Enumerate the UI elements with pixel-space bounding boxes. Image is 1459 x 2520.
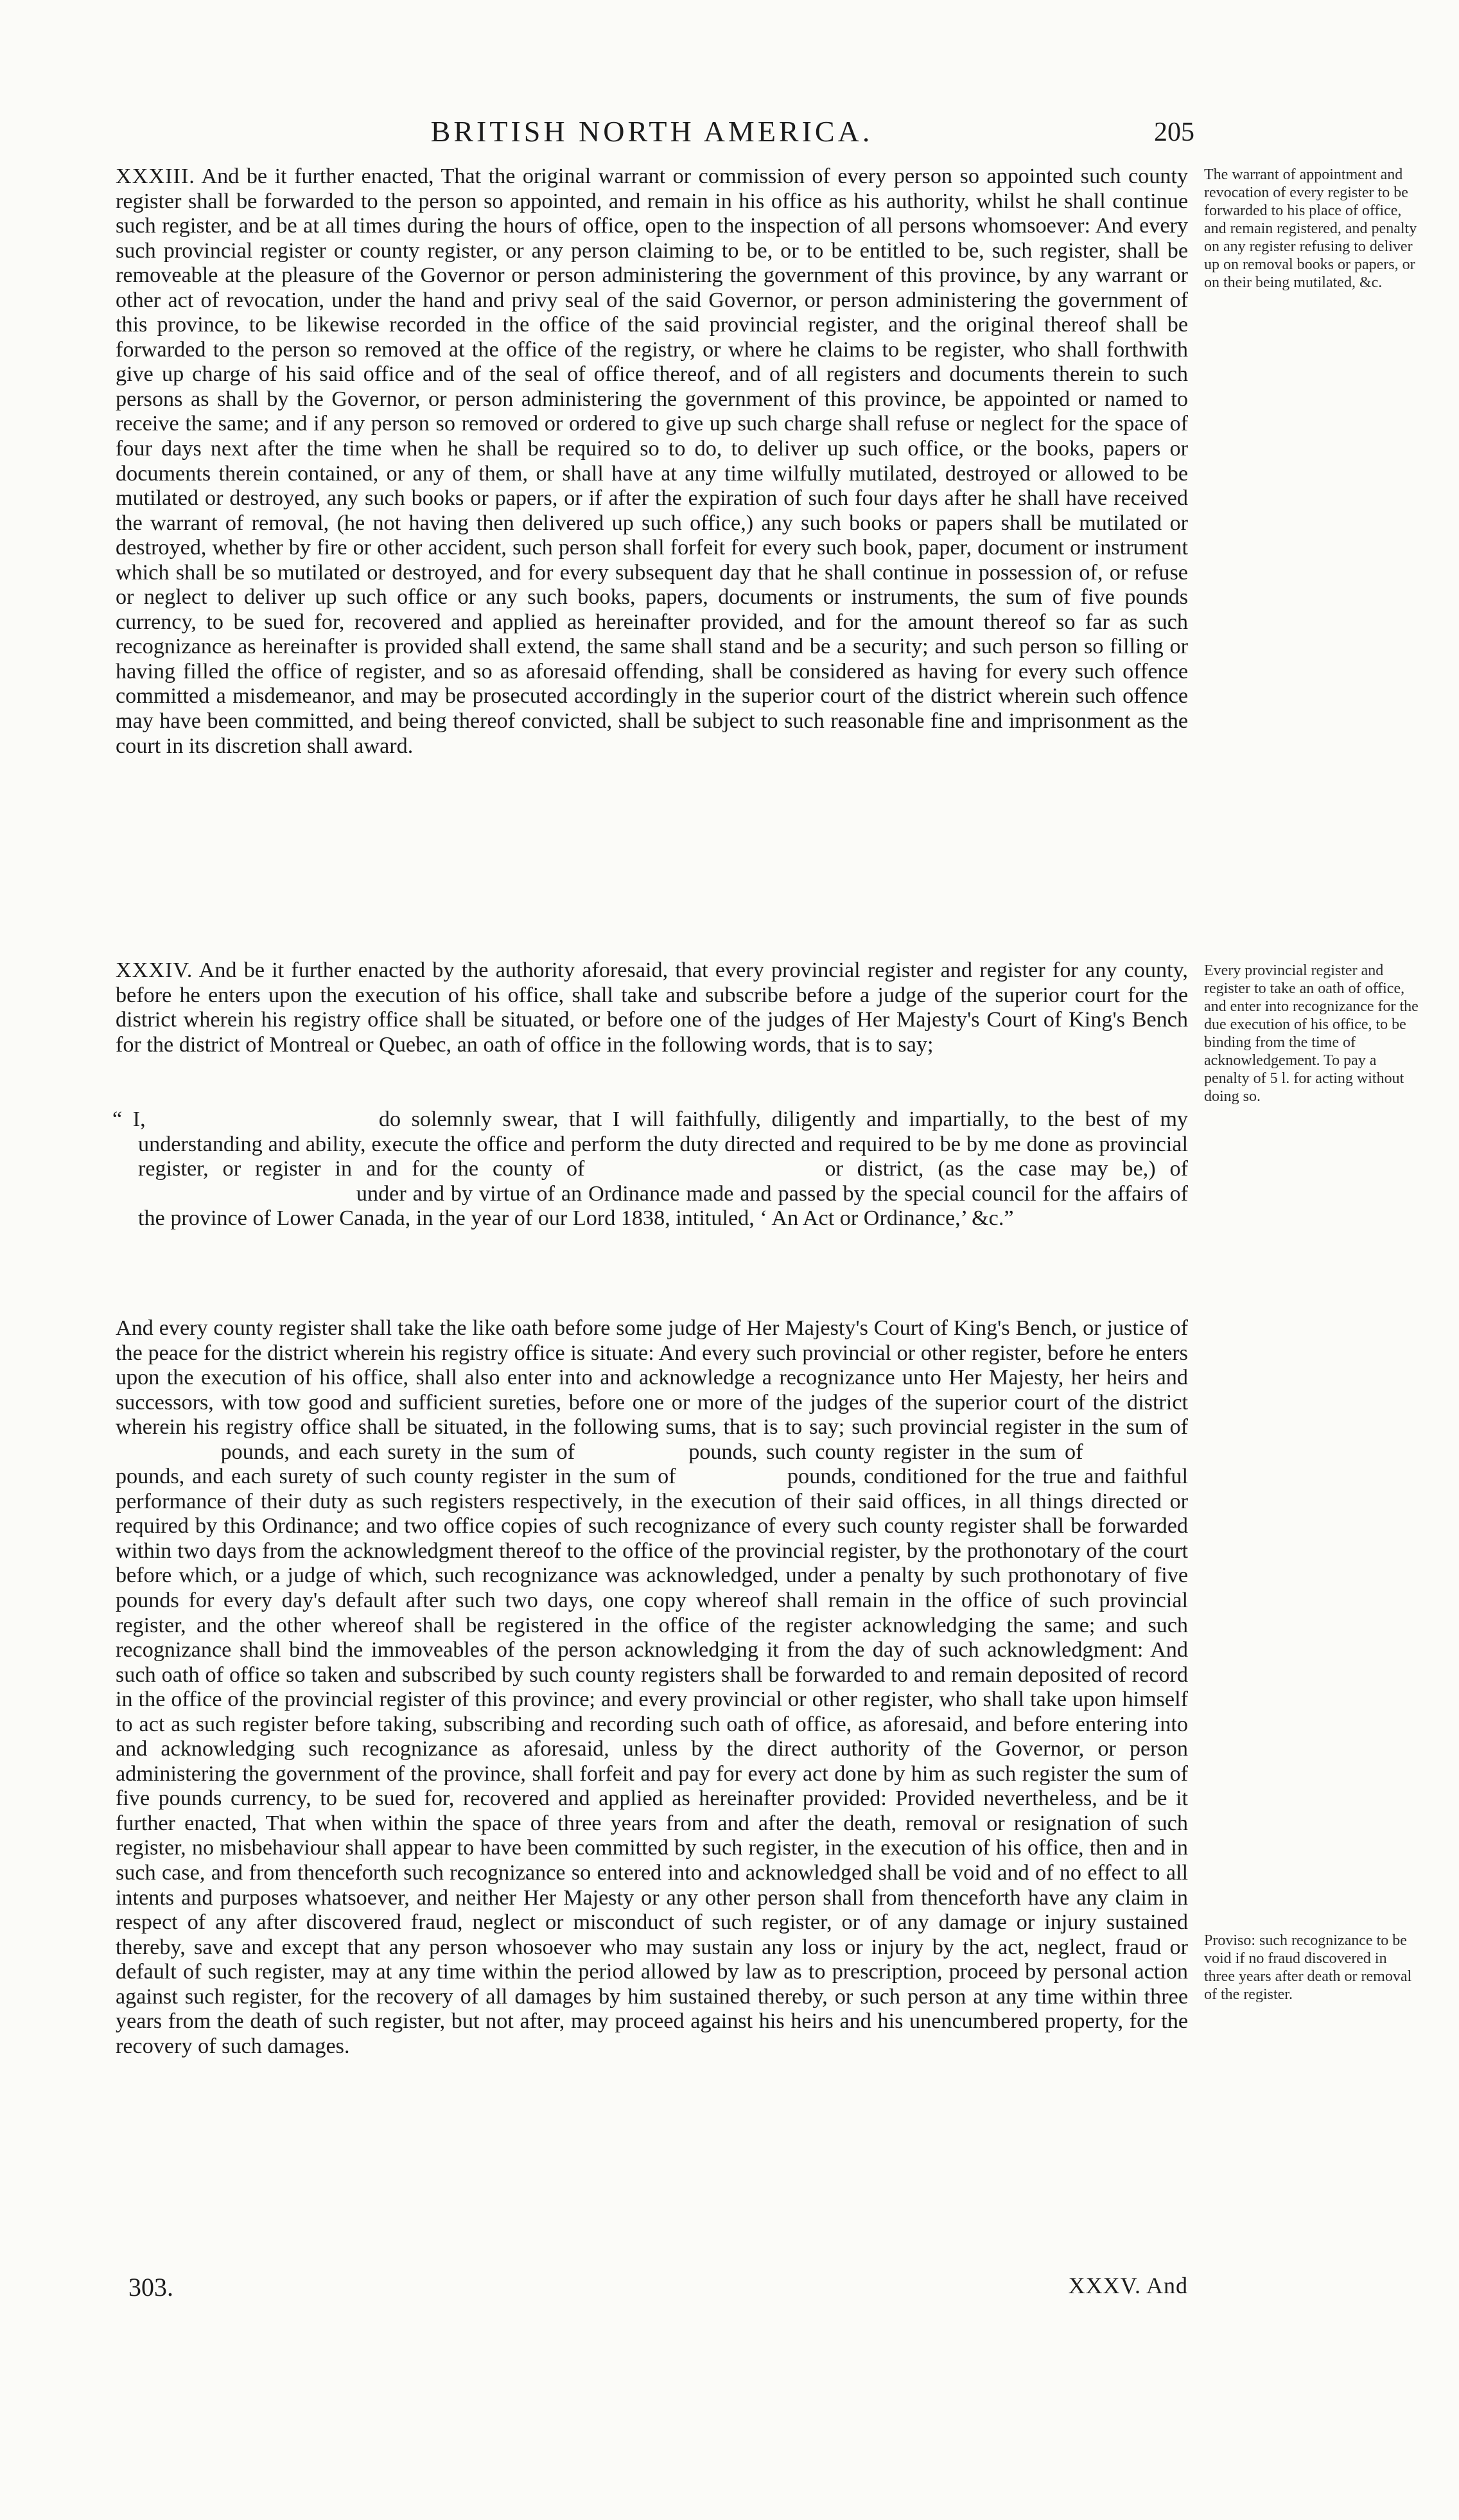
paragraph-part: pounds, and each surety of such county register in the sum of (116, 1465, 676, 1489)
oath-part: “ I, (112, 1107, 146, 1131)
running-head (116, 114, 1194, 153)
catchword: XXXV. And (1068, 2273, 1188, 2298)
section-34 (116, 958, 1188, 1057)
section-number: XXXIV. (116, 958, 193, 982)
page-footer (128, 2272, 1188, 2304)
section-33-paragraph (116, 164, 1188, 759)
section-33 (116, 164, 1188, 759)
oath-paragraph (112, 1107, 1189, 1231)
oath-text (112, 1107, 1189, 1231)
paragraph-part: pounds, and each surety in the sum of (220, 1440, 575, 1464)
running-title: BRITISH NORTH AMERICA. (430, 115, 873, 148)
margin-note-warrant: The warrant of appointment and revocation of every register to be forwarded to his place of office, and remain registered, and penalty on any register refusing to deliver up on removal books or papers, or on their being mutilated, &c. (1204, 166, 1417, 291)
margin-note-oath: Every provincial register and register to take an oath of office, and enter into recognizance for the due execution of his office, to be binding from the time of acknowledgement. To pay a penalty of 5 l. for acting without doing so. (1204, 962, 1419, 1105)
recognizance-paragraph (116, 1316, 1188, 2059)
paragraph-part: pounds, such county register in the sum of (688, 1440, 1083, 1464)
margin-note-proviso: Proviso: such recognizance to be void if no fraud discovered in three years after death or removal of the register. (1204, 1932, 1412, 2003)
oath-part: under and by virtue of an Ordinance made and passed by the special council for the affairs of the province of Lower Canada, in the year of our Lord 1838, intituled, ‘ An Act or Ordinance,’ &c.” (138, 1181, 1188, 1231)
signature-mark: 303. (128, 2273, 173, 2302)
paragraph-part: And every county register shall take the like oath before some judge of Her Majesty's Court of King's Bench, or justice of the peace for the district wherein his registry office is situate: And every such provincial or other register, before he enters upon the execution of his office, shall also enter into and acknowledge a recognizance unto Her Majesty, her heirs and successors, with tow good and sufficient sureties, before one or more of the judges of the superior court of the district wherein his registry office shall be situated, in the following sums, that is to say; such provincial register in the sum of (116, 1316, 1188, 1440)
section-34-paragraph (116, 958, 1188, 1057)
section-text: And be it further enacted by the authority aforesaid, that every provincial register and register for any county, before he enters upon the execution of his office, shall take and subscribe before a judge of the superior court for the district wherein his registry office shall be situated, or before one of the judges of Her Majesty's Court of King's Bench for the district of Montreal or Quebec, an oath of office in the following words, that is to say; (116, 958, 1188, 1057)
oath-part: or district, (as the case may be,) of (825, 1157, 1189, 1181)
section-number: XXXIII. (116, 164, 195, 188)
page-number: 205 (1154, 118, 1194, 147)
section-text: And be it further enacted, That the original warrant or commission of every person so appointed such county register shall be forwarded to the person so appointed, and remain in his office as his authority, whilst he shall continue such register, and be at all times during the hours of office, open to the inspection of all persons whomsoever: And every such provincial register or county register, or any person claiming to be, or to be entitled to be, such register, shall be removeable at the pleasure of the Governor or person administering the government of this province, by any warrant or other act of revocation, under the hand and privy seal of the said Governor, or person administering the government of this province, to be likewise recorded in the office of the said provincial register, and the original thereof shall be forwarded to the person so removed at the office of the registry, or where he claims to be register, who shall forthwith give up charge of his said office and of the seal of office thereof, and of all registers and documents therein to such persons as shall by the Governor, or person administering the government of this province, be appointed or named to receive the same; and if any person so removed or ordered to give up such charge shall refuse or neglect for the space of four days next after the time when he shall be required so to do, to deliver up such office, or the books, papers or documents therein contained, or any of them, or shall have at any time wilfully mutilated, destroyed or allowed to be mutilated or destroyed, any such books or papers, or if after the expiration of such four days after he shall have received the warrant of removal, (he not having then delivered up such office,) any such books or papers shall be mutilated or destroyed, whether by fire or other accident, such person shall forfeit for every such book, paper, document or instrument which shall be so mutilated or destroyed, and for every subsequent day that he shall continue in possession of, or refuse or neglect to deliver up such office or any such books, papers, documents or instruments, the sum of five pounds currency, to be sued for, recovered and applied as hereinafter provided, and for the amount thereof so far as such recognizance as hereinafter is provided shall extend, the same shall stand and be a security; and such person so filling or having filled the office of register, and so as aforesaid offending, shall be considered as having for every such offence committed a misdemeanor, and may be prosecuted accordingly in the superior court of the district wherein such offence may have been committed, and being thereof convicted, shall be subject to such reasonable fine and imprisonment as the court in its discretion shall award. (116, 164, 1188, 758)
paragraph-part: pounds, conditioned for the true and faithful performance of their duty as such registers respectively, in the execution of their said offices, in all things directed or required by this Ordinance; and two office copies of such recognizance of every such county register shall be forwarded within two days from the acknowledgment thereof to the office of the provincial register, by the prothonotary of the court before which, or a judge of which, such recognizance was acknowledged, under a penalty by such prothonotary of five pounds for every day's default after such two days, one copy whereof shall remain in the office of such provincial register, and the other whereof shall be registered in the office of the register acknowledging the same; and such recognizance shall bind the immoveables of the person acknowledging it from the day of such acknowledgment: And such oath of office so taken and subscribed by such county registers shall be forwarded to and remain deposited of record in the office of the provincial register of this province; and every provincial or other register, who shall take upon himself to act as such register before taking, subscribing and recording such oath of office, as aforesaid, and before entering into and acknowledging such recognizance as aforesaid, unless by the direct authority of the Governor, or person administering the government of the province, shall forfeit and pay for every act done by him as such register the sum of five pounds currency, to be sued for, recovered and applied as hereinafter provided: Provided nevertheless, and be it further enacted, That when within the space of three years from and after the death, removal or resignation of such register, no misbehaviour shall appear to have been committed by such register, in the execution of his office, then and in such case, and from thenceforth such recognizance so entered into and acknowledged shall be void and of no effect to all intents and purposes whatsoever, and neither Her Majesty or any other person shall from thenceforth have any claim in respect of any after discovered fraud, neglect or misconduct of such register, or of any damage or injury sustained thereby, save and except that any person whosoever who may sustain any loss or injury by the act, neglect, fraud or default of such register, may at any time within the period allowed by law as to prescription, proceed by personal action against such register, for the recovery of all damages by him sustained thereby, or such person at any time within three years from the death of such register, but not after, may proceed against his heirs and his unencumbered property, for the recovery of such damages. (116, 1465, 1188, 2058)
recognizance-text (116, 1316, 1188, 2059)
oath-part: do solemnly swear, that I will faithfully, diligently and impartially, to the best of my understanding and ability, execute the office and perform the duty directed and required to be by me done as provincial register, or register in and for the county of (138, 1107, 1189, 1181)
